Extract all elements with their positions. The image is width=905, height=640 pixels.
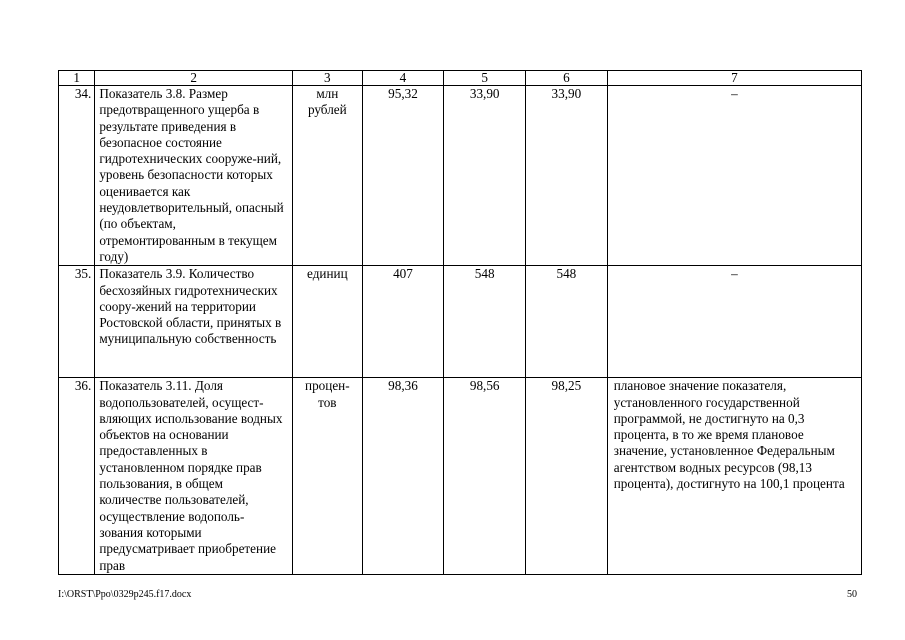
value-col6: 33,90 (526, 86, 608, 266)
note: плановое значение показателя, установленного государственной программой, не достигнуто на 0,3 процента, в то же время плановое значение, установленное Федеральным агентством водных ресурсов (98,13 процента), достигнуто на 100,1 процента (607, 378, 861, 575)
value-col4: 407 (362, 266, 444, 378)
table-header-row (59, 71, 862, 86)
row-number: 34. (59, 86, 95, 266)
indicator-name: Показатель 3.9. Количество бесхозяйных гидротехнических соору-жений на территории Ростовской области, принятых в муниципальную собственность (95, 266, 293, 378)
header-cell: 1 (59, 71, 95, 86)
unit: единиц (293, 266, 363, 378)
note: – (607, 86, 861, 266)
unit: процен-тов (293, 378, 363, 575)
table-row (59, 266, 862, 378)
row-number: 36. (59, 378, 95, 575)
indicators-table (58, 70, 862, 575)
value-col4: 98,36 (362, 378, 444, 575)
note: – (607, 266, 861, 378)
header-cell: 7 (607, 71, 861, 86)
value-col6: 548 (526, 266, 608, 378)
indicator-name: Показатель 3.8. Размер предотвращенного ущерба в результате приведения в безопасное состояние гидротехнических сооруже-ний, уровень безопасности которых оценивается как неудовлетворительный, опасный (по объектам, отремонтированным в текущем году) (95, 86, 293, 266)
unit: млн рублей (293, 86, 363, 266)
row-number: 35. (59, 266, 95, 378)
table-row (59, 378, 862, 575)
header-cell: 5 (444, 71, 526, 86)
header-cell: 2 (95, 71, 293, 86)
value-col5: 548 (444, 266, 526, 378)
value-col5: 33,90 (444, 86, 526, 266)
header-cell: 6 (526, 71, 608, 86)
indicator-name: Показатель 3.11. Доля водопользователей, осущест-вляющих использование водных объектов на основании предоставленных в установленном порядке прав пользования, в общем количестве пользователей, осуществление водополь-зования которыми предусматривает приобретение прав (95, 378, 293, 575)
value-col4: 95,32 (362, 86, 444, 266)
header-cell: 3 (293, 71, 363, 86)
footer-file-path: I:\ORST\Ppo\0329p245.f17.docx (58, 589, 192, 600)
table-row (59, 86, 862, 266)
header-cell: 4 (362, 71, 444, 86)
value-col6: 98,25 (526, 378, 608, 575)
footer-page-number: 50 (847, 589, 857, 600)
value-col5: 98,56 (444, 378, 526, 575)
